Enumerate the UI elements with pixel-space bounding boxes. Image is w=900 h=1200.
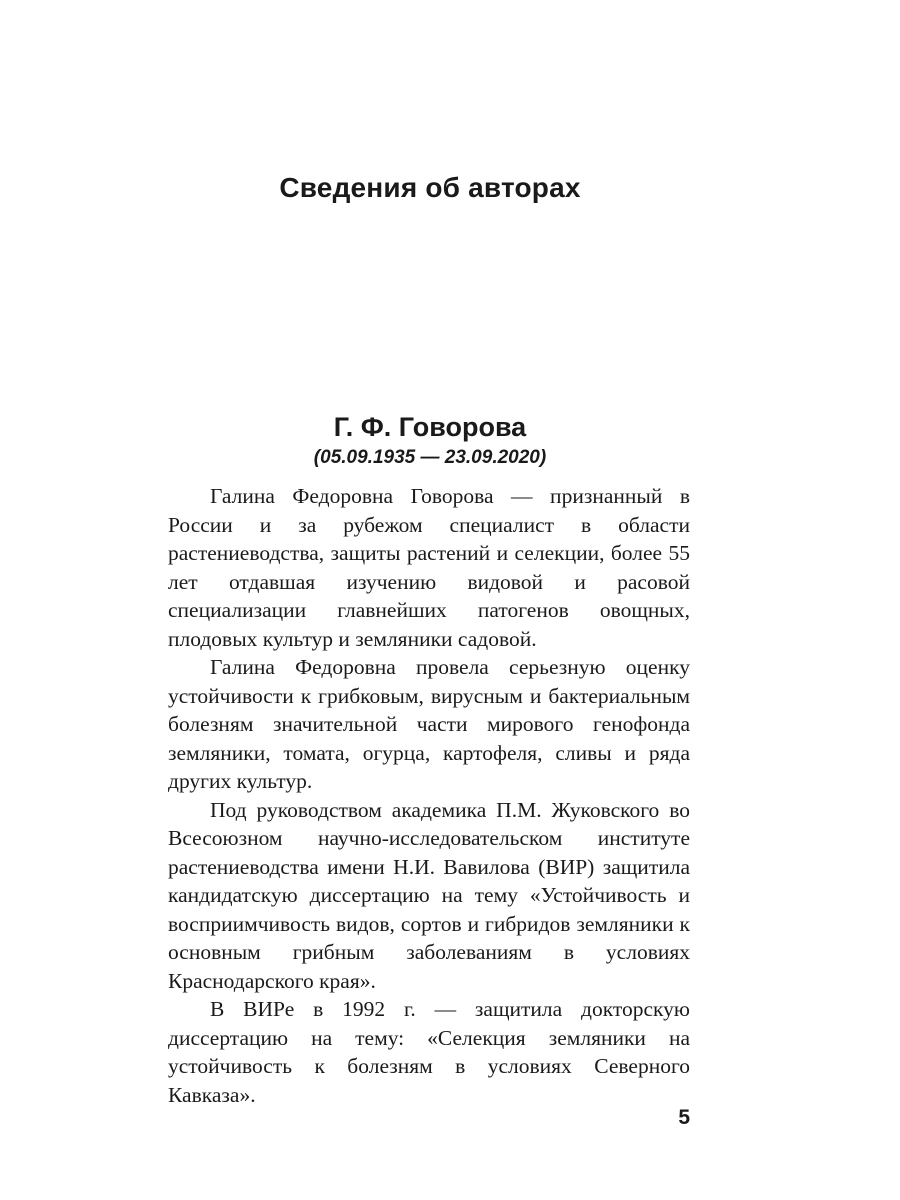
paragraph: Галина Федоровна Говорова — признанный в России и за рубежом специалист в области растениеводства, защиты растений и селекции, более 55 лет отдавшая изучению видовой и расовой специализации главнейших патогенов овощных, плодовых культур и земляники садовой. — [168, 484, 690, 651]
page-number: 5 — [678, 1106, 690, 1129]
author-dates: (05.09.1935 — 23.09.2020) — [313, 447, 547, 468]
paragraph: В ВИРе в 1992 г. — защитила докторскую диссертацию на тему: «Селекция земляники на устойчивость к болезням в условиях Северного Кавказа». — [168, 997, 690, 1107]
biography-text — [168, 482, 690, 1109]
author-name: Г. Ф. Говорова — [333, 412, 527, 442]
paragraph: Галина Федоровна провела серьезную оценку устойчивости к грибковым, вирусным и бактериальным болезням значительной части мирового генофонда земляники, томата, огурца, картофеля, сливы и ряда других культур. — [168, 655, 690, 793]
page-heading: Сведения об авторах — [279, 172, 581, 203]
paragraph: Под руководством академика П.М. Жуковского во Всесоюзном научно-исследовательском институте растениеводства имени Н.И. Вавилова (ВИР) защитила кандидатскую диссертацию на тему «Устойчивость и восприимчивость видов, сортов и гибридов земляники к основным грибным заболеваниям в условиях Краснодарского края». — [168, 797, 690, 993]
